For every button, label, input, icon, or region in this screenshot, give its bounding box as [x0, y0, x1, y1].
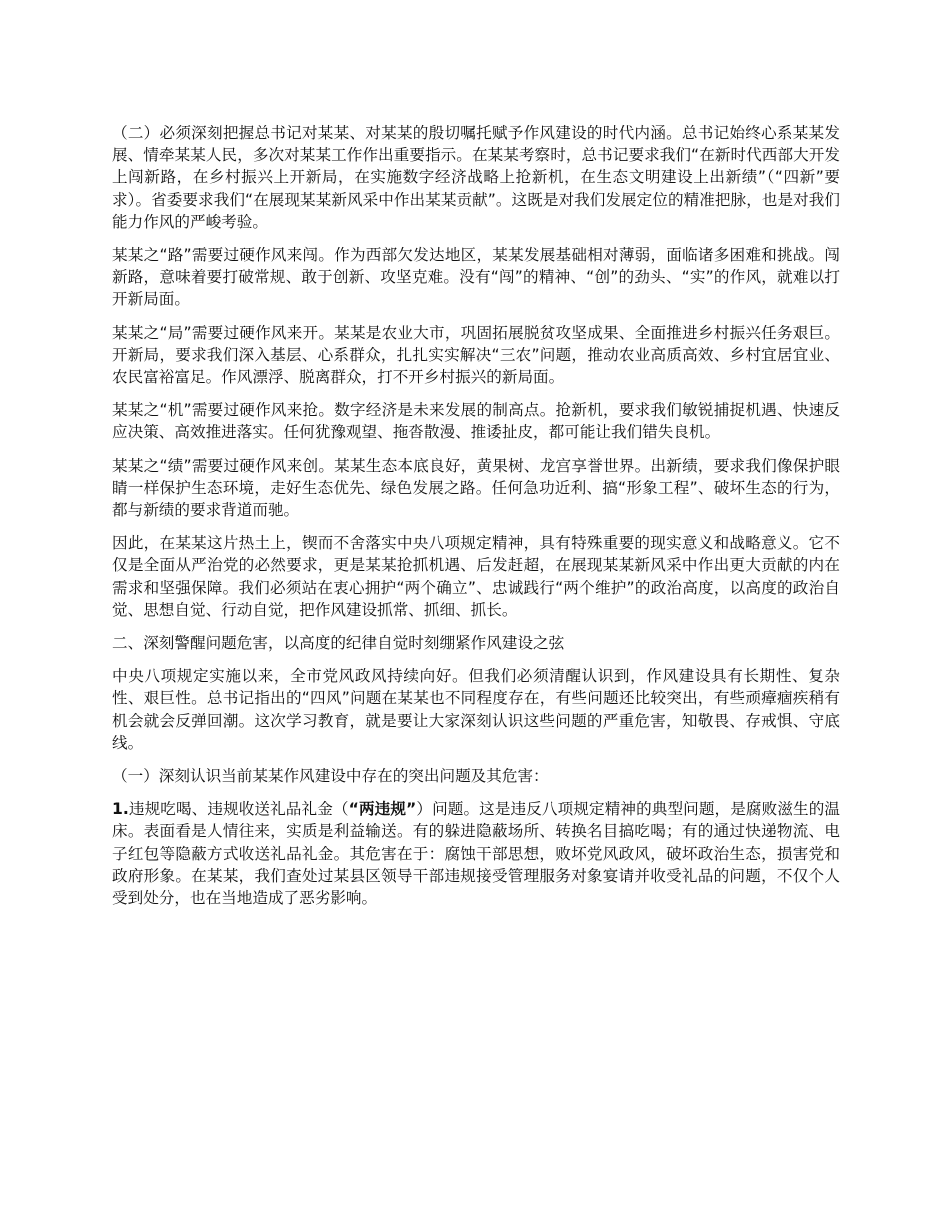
item-body: ）问题。这是违反八项规定精神的典型问题，是腐败滋生的温床。表面看是人情往来，实质是利益输送。有的躲进隐蔽场所、转换名目搞吃喝；有的通过快递物流、电子红包等隐蔽方式收送礼品礼金。其危害在于：腐蚀干部思想，败坏党风政风，破坏政治生态，损害党和政府形象。在某某，我们查处过某县区领导干部违规接受管理服务对象宴请并收受礼品的问题，不仅个人受到处分，也在当地造成了恶劣影响。: [112, 800, 840, 908]
document-page: [112, 122, 840, 920]
paragraph-section-intro: 中央八项规定实施以来，全市党风政风持续向好。但我们必须清醒认识到，作风建设具有长期性、复杂性、艰巨性。总书记指出的“四风”问题在某某也不同程度存在，有些问题还比较突出，有些顽瘴痼疾稍有机会就会反弹回潮。这次学习教育，就是要让大家深刻认识这些问题的严重危害，知敬畏、存戒惧、守底线。: [112, 667, 840, 752]
paragraph-significance: 因此，在某某这片热土上，锲而不舍落实中央八项规定精神，具有特殊重要的现实意义和战略意义。它不仅是全面从严治党的必然要求，更是某某抢抓机遇、后发赶超，在展现某某新风采中作出更大贡献的内在需求和坚强保障。我们必须站在衷心拥护“两个确立”、忠诚践行“两个维护”的政治高度，以高度的政治自觉、思想自觉、行动自觉，把作风建设抓常、抓细、抓长。: [112, 534, 840, 619]
paragraph-opportunity: 某某之“机”需要过硬作风来抢。数字经济是未来发展的制高点。抢新机，要求我们敏锐捕捉机遇、快速反应决策、高效推进落实。任何犹豫观望、拖沓散漫、推诿扯皮，都可能让我们错失良机。: [112, 401, 840, 442]
section-heading-two: 二、深刻警醒问题危害，以高度的纪律自觉时刻绷紧作风建设之弦: [112, 634, 565, 653]
paragraph-situation: 某某之“局”需要过硬作风来开。某某是农业大市，巩固拓展脱贫攻坚成果、全面推进乡村振兴任务艰巨。开新局，要求我们深入基层、心系群众，扎扎实实解决“三农”问题，推动农业高质高效、乡村宜居宜业、农民富裕富足。作风漂浮、脱离群众，打不开乡村振兴的新局面。: [112, 323, 840, 387]
numbered-item-1: [112, 798, 840, 909]
item-bold-term: “两违规”: [348, 800, 417, 819]
paragraph-road: 某某之“路”需要过硬作风来闯。作为西部欠发达地区，某某发展基础相对薄弱，面临诸多困难和挑战。闯新路，意味着要打破常规、敢于创新、攻坚克难。没有“闯”的精神、“创”的劲头、“实”的作风，就难以打开新局面。: [112, 246, 840, 309]
paragraph-four-new-requirements: （二）必须深刻把握总书记对某某、对某某的殷切嘱托赋予作风建设的时代内涵。总书记始终心系某某发展、情牵某某人民，多次对某某工作作出重要指示。在某某考察时，总书记要求我们“在新时代西部大开发上闯新路，在乡村振兴上开新局，在实施数字经济战略上抢新机，在生态文明建设上出新绩”（“四新”要求）。省委要求我们“在展现某某新风采中作出某某贡献”。这既是对我们发展定位的精准把脉，也是对我们能力作风的严峻考验。: [112, 124, 840, 231]
paragraph-achievement: 某某之“绩”需要过硬作风来创。某某生态本底良好，黄果树、龙宫享誉世界。出新绩，要求我们像保护眼睛一样保护生态环境，走好生态优先、绿色发展之路。任何急功近利、搞“形象工程”、破坏生态的行为，都与新绩的要求背道而驰。: [112, 456, 840, 520]
item-number: 1.: [112, 800, 129, 819]
subsection-heading-one: （一）深刻认识当前某某作风建设中存在的突出问题及其危害：: [112, 767, 549, 786]
item-lead: 违规吃喝、违规收送礼品礼金（: [128, 800, 349, 819]
